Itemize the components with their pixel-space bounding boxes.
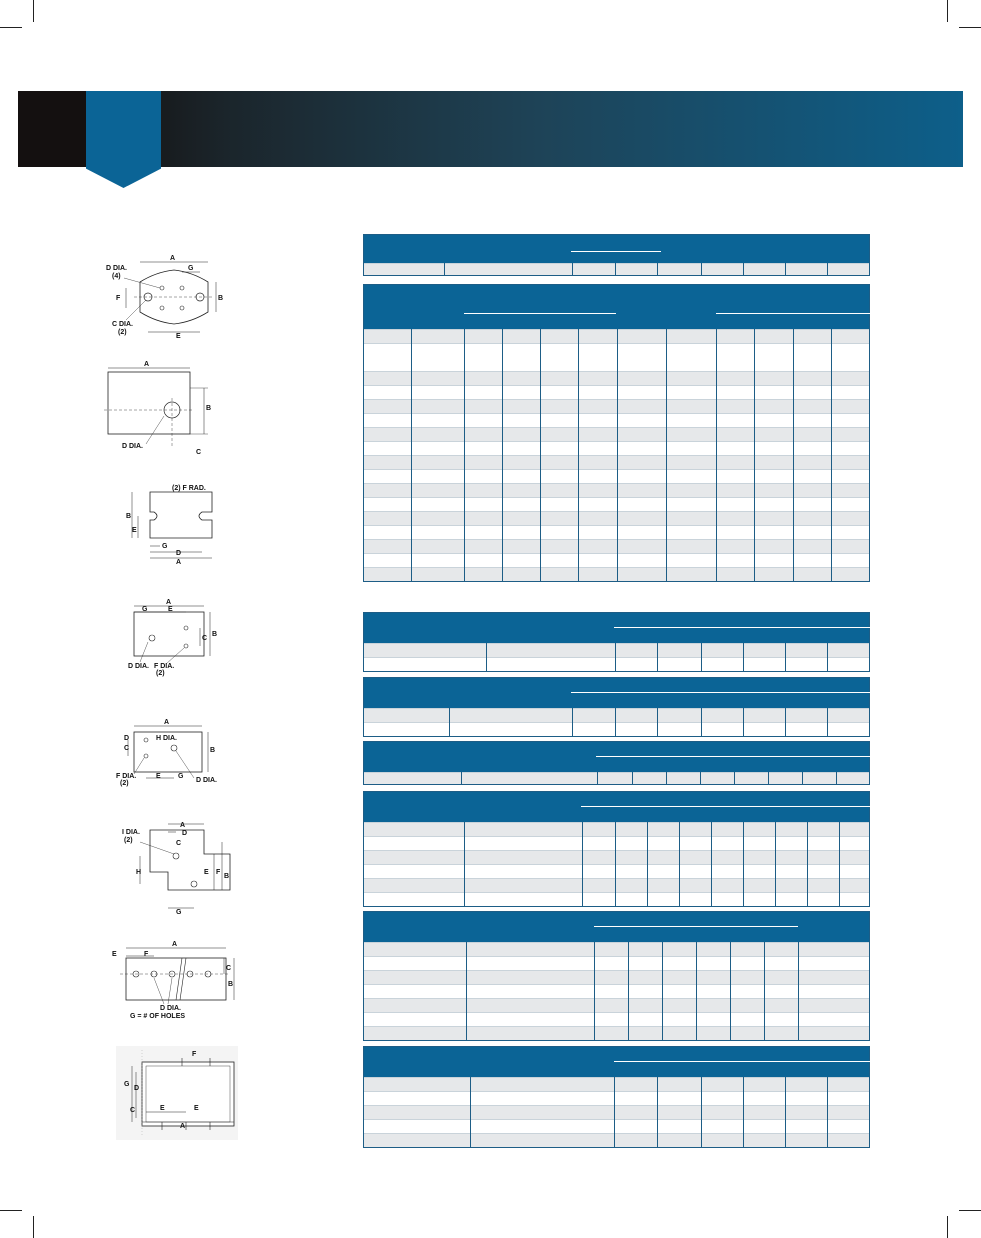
dim-label: B (218, 295, 224, 302)
drawing-slotted-pad (124, 480, 224, 566)
column-divider (754, 329, 755, 581)
column-divider (827, 708, 828, 736)
dim-label: A (170, 255, 176, 262)
column-divider (597, 772, 598, 784)
drawing-rectangular-pad (100, 360, 220, 460)
spec-table-body (364, 1077, 869, 1147)
dim-label: H (136, 869, 142, 876)
table-row (364, 836, 869, 850)
dim-label: G (188, 265, 194, 272)
dim-label: D (182, 830, 188, 837)
table-row (364, 722, 869, 736)
column-divider (701, 708, 702, 736)
column-divider (657, 708, 658, 736)
dim-label: H DIA. (156, 735, 177, 742)
spec-table-body (364, 708, 869, 736)
spec-table-header (364, 678, 869, 708)
dim-label: B (224, 873, 230, 880)
column-divider (444, 263, 445, 275)
dim-label: F (192, 1051, 197, 1058)
column-divider (743, 1077, 744, 1147)
column-divider (701, 263, 702, 275)
drawing-transistor-pad (104, 252, 234, 342)
table-row (364, 263, 869, 275)
spec-table (363, 234, 870, 276)
spec-table-body (364, 263, 869, 275)
dim-label: (2) F RAD. (172, 485, 206, 492)
dim-label: A (166, 599, 172, 606)
column-divider (466, 942, 467, 1040)
header-group-rule (594, 926, 798, 927)
drawing-multi-hole-strip (110, 938, 240, 1024)
column-divider (701, 1077, 702, 1147)
column-divider (464, 822, 465, 906)
drawing-stepped-pad (118, 818, 234, 918)
dim-label: B (206, 405, 212, 412)
column-divider (734, 772, 735, 784)
dim-label: B (210, 747, 216, 754)
column-divider (502, 329, 503, 581)
spec-table-header (364, 792, 869, 822)
dim-label: G (178, 773, 184, 780)
spec-table (363, 791, 870, 907)
dim-label: D DIA. (128, 663, 149, 670)
column-divider (614, 1077, 615, 1147)
column-divider (785, 708, 786, 736)
crop-mark (0, 1210, 22, 1211)
spec-table-body (364, 643, 869, 671)
dim-label: A (144, 361, 150, 368)
dim-label: C (196, 449, 202, 456)
dim-label: G (142, 606, 148, 613)
crop-mark (947, 1216, 948, 1238)
dim-label: D DIA. (122, 443, 143, 450)
column-divider (615, 708, 616, 736)
column-divider (647, 822, 648, 906)
column-divider (827, 643, 828, 671)
column-divider (743, 708, 744, 736)
dim-label: C (130, 1107, 136, 1114)
column-divider (594, 942, 595, 1040)
table-row (364, 772, 869, 784)
spec-table-body (364, 942, 869, 1040)
dim-label: A (180, 822, 186, 829)
spec-table (363, 911, 870, 1041)
column-divider (743, 263, 744, 275)
table-row (364, 1133, 869, 1147)
table-row (364, 1026, 869, 1040)
dim-label: E (112, 951, 117, 958)
dim-label: F (216, 869, 221, 876)
dim-label: C DIA. (112, 321, 133, 328)
column-divider (679, 822, 680, 906)
table-row (364, 657, 869, 671)
dim-label: F (116, 295, 121, 302)
column-divider (470, 1077, 471, 1147)
header-group-rule (464, 313, 616, 314)
table-row (364, 998, 869, 1012)
table-row (364, 850, 869, 864)
crop-mark (33, 0, 34, 22)
column-divider (827, 263, 828, 275)
dim-label: E (194, 1105, 199, 1112)
dim-label: I DIA. (122, 829, 140, 836)
dim-label: C (124, 745, 130, 752)
header-group-rule (614, 627, 870, 628)
section-tab (86, 91, 161, 188)
column-divider (572, 263, 573, 275)
table-row (364, 878, 869, 892)
dim-label: E (160, 1105, 165, 1112)
dim-label: (4) (112, 273, 121, 280)
crop-mark (947, 0, 948, 22)
dim-label: E (168, 606, 173, 613)
spec-table-header (364, 235, 869, 263)
table-row (364, 970, 869, 984)
dim-label: C (226, 965, 232, 972)
column-divider (827, 1077, 828, 1147)
column-divider (486, 643, 487, 671)
dim-label: D (134, 1085, 140, 1092)
dim-label: B (228, 981, 234, 988)
crop-mark (959, 1210, 981, 1211)
crop-mark (0, 27, 22, 28)
table-row (364, 984, 869, 998)
column-divider (657, 263, 658, 275)
dim-label: C (176, 840, 182, 847)
dim-label: F DIA. (116, 773, 137, 780)
spec-table (363, 677, 870, 737)
dim-label: G = # OF HOLES (130, 1013, 186, 1020)
column-divider (743, 643, 744, 671)
column-divider (730, 942, 731, 1040)
dim-label: D (176, 550, 182, 557)
dim-label: A (164, 719, 170, 726)
header-group-rule (614, 1061, 870, 1062)
dim-label: (2) (124, 837, 133, 844)
spec-table (363, 741, 870, 785)
column-divider (632, 772, 633, 784)
column-divider (711, 822, 712, 906)
spec-table-header (364, 742, 869, 772)
dim-label: D (124, 735, 130, 742)
column-divider (793, 329, 794, 581)
column-divider (785, 1077, 786, 1147)
crop-mark (33, 1216, 34, 1238)
column-divider (615, 263, 616, 275)
dim-label: A (180, 1123, 186, 1130)
spec-table (363, 1046, 870, 1148)
table-row (364, 1077, 869, 1091)
column-divider (666, 329, 667, 581)
dim-label: E (132, 527, 137, 534)
header-group-rule (571, 251, 661, 252)
column-divider (657, 1077, 658, 1147)
crop-mark (959, 27, 981, 28)
column-divider (768, 772, 769, 784)
header-group-rule (596, 756, 870, 757)
column-divider (615, 822, 616, 906)
spec-table (363, 612, 870, 672)
column-divider (764, 942, 765, 1040)
table-row (364, 956, 869, 970)
column-divider (802, 772, 803, 784)
dim-label: D DIA. (160, 1005, 181, 1012)
column-divider (839, 822, 840, 906)
spec-table-body (364, 329, 869, 581)
dim-label: F (144, 951, 149, 958)
column-divider (798, 942, 799, 1040)
column-divider (743, 822, 744, 906)
table-row (364, 942, 869, 956)
column-divider (540, 329, 541, 581)
column-divider (700, 772, 701, 784)
dim-label: F DIA. (154, 663, 175, 670)
table-row (364, 864, 869, 878)
column-divider (696, 942, 697, 1040)
dim-label: (2) (118, 329, 127, 336)
dim-label: D DIA. (106, 265, 127, 272)
column-divider (572, 708, 573, 736)
spec-table-body (364, 772, 869, 784)
column-divider (615, 643, 616, 671)
column-divider (461, 772, 462, 784)
spec-table-body (364, 822, 869, 906)
drawing-two-hole-pad (112, 716, 222, 788)
header-group-rule (571, 692, 870, 693)
spec-table (363, 284, 870, 582)
table-row (364, 1105, 869, 1119)
dim-label: G (162, 543, 168, 550)
column-divider (582, 822, 583, 906)
column-divider (628, 942, 629, 1040)
column-divider (617, 329, 618, 581)
dim-label: A (176, 559, 182, 566)
column-divider (662, 942, 663, 1040)
table-row (364, 1012, 869, 1026)
column-divider (449, 708, 450, 736)
dim-label: G (176, 909, 182, 916)
table-row (364, 892, 869, 906)
column-divider (464, 329, 465, 581)
dim-label: D DIA. (196, 777, 217, 784)
dim-label: (2) (156, 670, 165, 677)
column-divider (775, 822, 776, 906)
column-divider (578, 329, 579, 581)
column-divider (657, 643, 658, 671)
column-divider (785, 263, 786, 275)
column-divider (716, 329, 717, 581)
table-row (364, 822, 869, 836)
spec-table-header (364, 1047, 869, 1077)
dim-label: B (212, 631, 218, 638)
column-divider (785, 643, 786, 671)
dim-label: C (202, 635, 208, 642)
dim-label: A (172, 941, 178, 948)
table-row (364, 1091, 869, 1105)
dim-label: E (176, 333, 181, 340)
dim-label: B (126, 513, 132, 520)
column-divider (666, 772, 667, 784)
column-divider (836, 772, 837, 784)
dim-label: E (204, 869, 209, 876)
column-divider (831, 329, 832, 581)
header-group-rule (716, 313, 870, 314)
dim-label: G (124, 1081, 130, 1088)
dim-label: E (156, 773, 161, 780)
drawing-perforated-sheet (116, 1046, 238, 1140)
column-divider (411, 329, 412, 581)
dim-label: (2) (120, 780, 129, 787)
column-divider (701, 643, 702, 671)
table-row (364, 643, 869, 657)
table-row (364, 708, 869, 722)
spec-table-header (364, 285, 869, 329)
spec-table-header (364, 613, 869, 643)
drawing-three-hole-pad (124, 598, 224, 678)
table-row (364, 1119, 869, 1133)
spec-table-header (364, 912, 869, 942)
header-group-rule (581, 806, 870, 807)
column-divider (807, 822, 808, 906)
